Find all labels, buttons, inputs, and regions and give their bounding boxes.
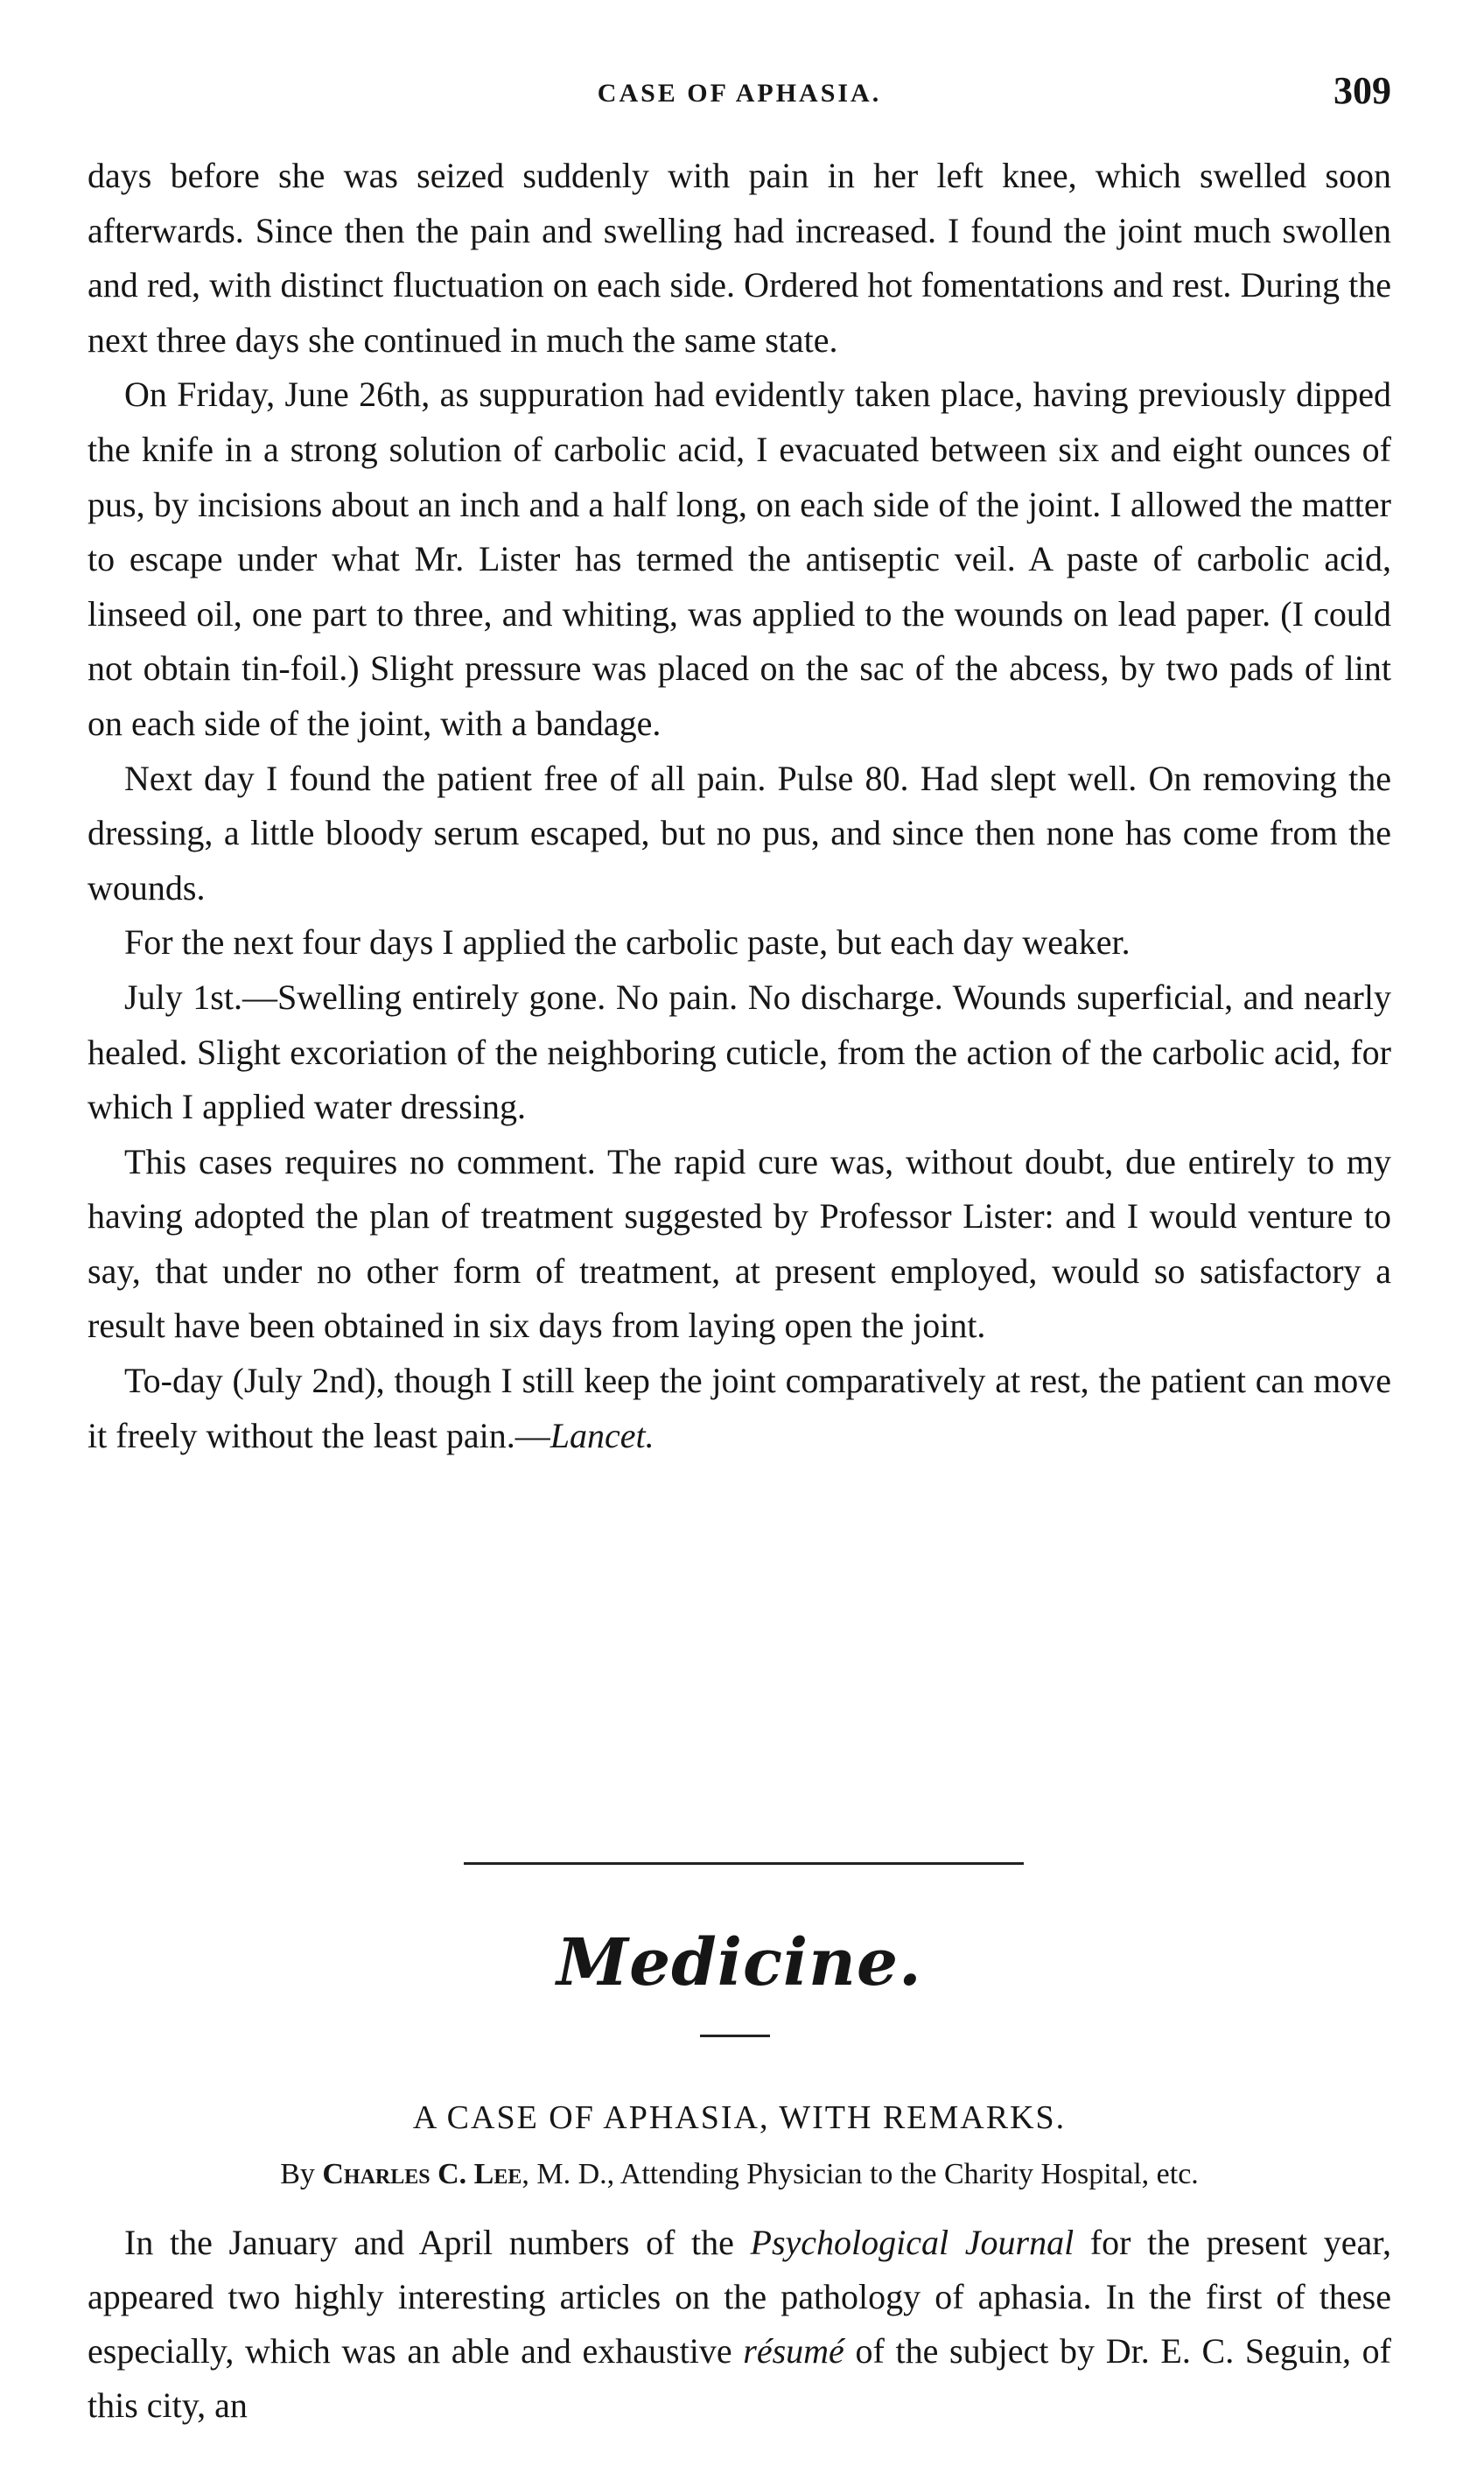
author-affiliation: , M. D., Attending Physician to the Charity Hospital, etc. <box>522 2158 1199 2190</box>
byline <box>88 2158 1391 2191</box>
article-title: A CASE OF APHASIA, WITH REMARKS. <box>412 2099 1067 2136</box>
paragraph: July 1st.—Swelling entirely gone. No pain. No discharge. Wounds superficial, and nearly healed. Slight excoriation of the neighboring cuticle, from the action of the carbolic acid, for which I applied water dressing. <box>88 977 1391 1127</box>
source-citation: Lancet. <box>550 1415 654 1455</box>
paragraph: This cases requires no comment. The rapid cure was, without doubt, due entirely to my having adopted the plan of treatment suggested by Professor Lister: and I would venture to say, that under no other form of treatment, at present employed, would so satisfactory a result have been obtained in six days from laying open the joint. <box>88 1141 1391 1346</box>
journal-name: Psychological Journal <box>750 2223 1074 2262</box>
running-head <box>88 68 1391 121</box>
byline-prefix: By <box>280 2158 315 2190</box>
page-number: 309 <box>1334 69 1391 112</box>
article-text: of the subject by Dr. E. C. Seguin, of this city, an <box>88 2331 1391 2425</box>
section-divider <box>464 1862 1024 1865</box>
last-paragraph-text: To-day (July 2nd), though I still keep the joint comparatively at rest, the patient can move it freely without the least pain.— <box>88 1361 1391 1455</box>
paragraph: days before she was seized suddenly with pain in her left knee, which swelled soon afterwards. Since then the pain and swelling had increased. I found the joint much swollen and red, with distinct fluctuation on each side. Ordered hot fomentations and rest. During the next three days she continued in much the same state. <box>88 156 1391 360</box>
paragraph: For the next four days I applied the carbolic paste, but each day weaker. <box>124 922 1130 963</box>
paragraph-last <box>88 1354 1391 1463</box>
article-body <box>88 2216 1391 2433</box>
article-paragraph <box>88 2216 1391 2433</box>
article-text: In the January and April numbers of the <box>124 2223 751 2262</box>
running-head-title: CASE OF APHASIA. <box>597 79 882 108</box>
article-text: for the present year, appeared two highly interesting articles on the pathology of aphasia. In the first of these especially, which was an able and exhaustive <box>88 2223 1391 2371</box>
paragraph: On Friday, June 26th, as suppuration had evidently taken place, having previously dipped the knife in a strong solution of carbolic acid, I evacuated between six and eight ounces of pus, by incisions about an inch and a half long, on each side of the joint. I allowed the matter to escape under what Mr. Lister has termed the antiseptic veil. A paste of carbolic acid, linseed oil, one part to three, and whiting, was applied to the wounds on lead paper. (I could not obtain tin-foil.) Slight pressure was placed on the sac of the abcess, by two pads of lint on each side of the joint, with a bandage. <box>88 375 1391 743</box>
case-report-text <box>88 149 1391 1463</box>
title-divider <box>700 2035 770 2037</box>
author-name: Charles C. Lee <box>322 2158 522 2190</box>
paragraph: Next day I found the patient free of all pain. Pulse 80. Had slept well. On removing the dressing, a little bloody serum escaped, but no pus, and since then none has come from the wounds. <box>88 758 1391 907</box>
resume-word: résumé <box>743 2331 844 2371</box>
section-title: Medicine. <box>556 1925 922 2000</box>
